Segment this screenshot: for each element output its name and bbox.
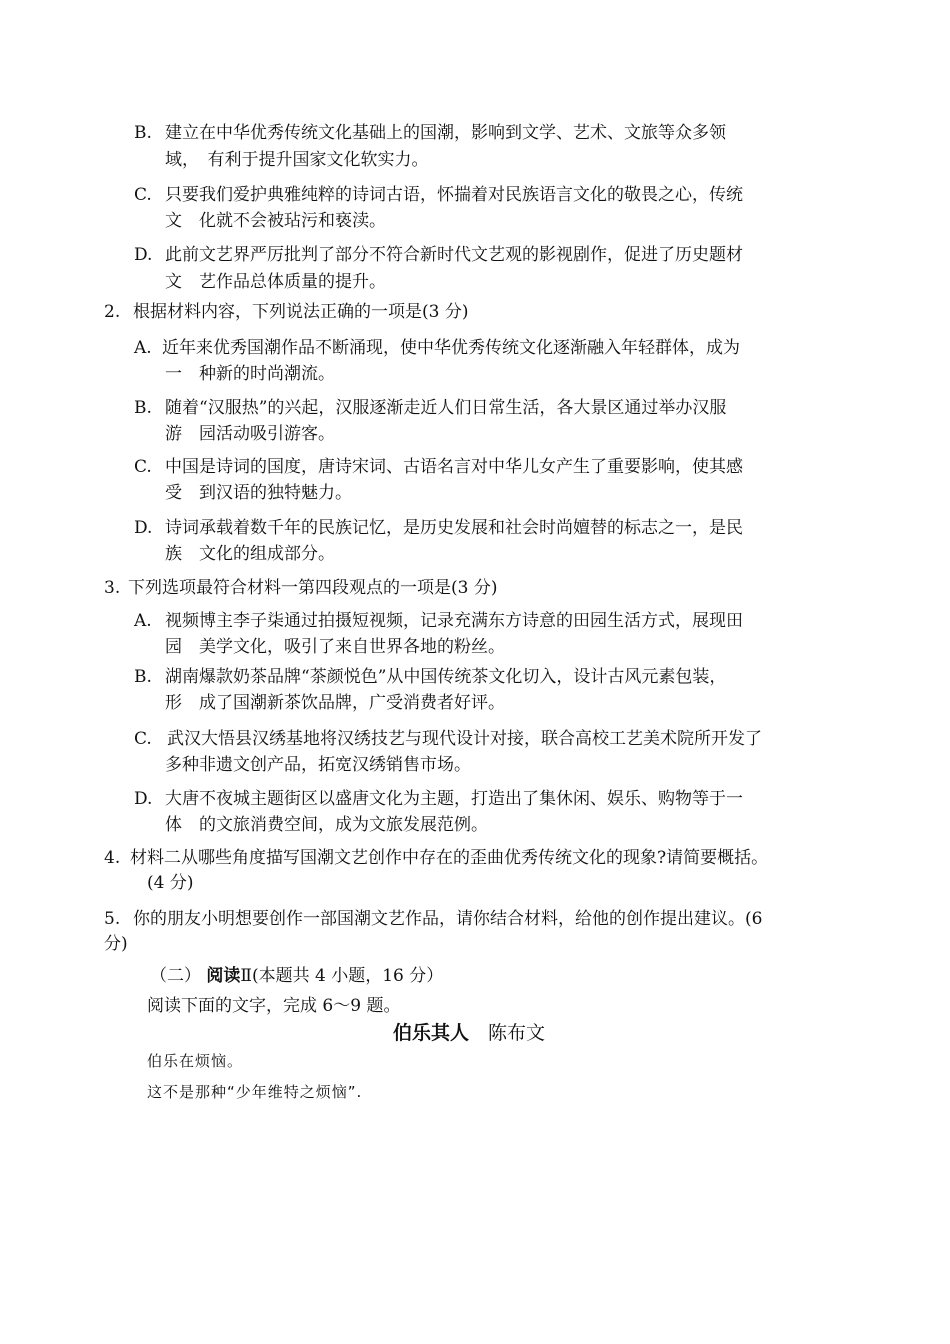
q1-option-c-text: 只要我们爱护典雅纯粹的诗词古语，怀揣着对民族语言文化的敬畏之心，传统 bbox=[165, 185, 743, 205]
q1-option-d-text-cont: 文 艺作品总体质量的提升。 bbox=[165, 272, 386, 292]
q2-option-b-text: 随着“汉服热”的兴起，汉服逐渐走近人们日常生活，各大景区通过举办汉服 bbox=[165, 398, 727, 418]
q2-option-d-label: D. bbox=[134, 518, 153, 538]
q1-option-c-label: C. bbox=[134, 185, 152, 205]
q3-option-c-text: 武汉大悟县汉绣基地将汉绣技艺与现代设计对接，联合高校工艺美术院所开发了 bbox=[167, 729, 762, 749]
q3-number: 3. bbox=[104, 578, 121, 598]
q3-option-c-text-cont: 多种非遗文创产品，拓宽汉绣销售市场。 bbox=[165, 755, 471, 775]
q2-option-c-text-cont: 受 到汉语的独特魅力。 bbox=[165, 483, 352, 503]
section-rest: Ⅱ(本题共 4 小题，16 分） bbox=[240, 966, 444, 986]
q3-option-d-text-cont: 体 的文旅消费空间，成为文旅发展范例。 bbox=[165, 815, 488, 835]
q1-option-b-label: B. bbox=[134, 123, 152, 143]
q1-option-d-label: D. bbox=[134, 245, 153, 265]
q2-option-c-label: C. bbox=[134, 457, 152, 477]
section-heading bbox=[150, 964, 443, 988]
q2-stem: 根据材料内容，下列说法正确的一项是(3 分) bbox=[133, 302, 469, 322]
q3-option-b-text: 湖南爆款奶茶品牌“茶颜悦色”从中国传统茶文化切入，设计古风元素包装， bbox=[165, 667, 727, 687]
q3-option-d-text: 大唐不夜城主题街区以盛唐文化为主题，打造出了集休闲、娱乐、购物等于一 bbox=[165, 789, 743, 809]
story-paragraph-1: 伯乐在烦恼。 bbox=[147, 1052, 244, 1070]
q3-option-b-label: B. bbox=[134, 667, 152, 687]
q1-option-d-text: 此前文艺界严厉批判了部分不符合新时代文艺观的影视剧作，促进了历史题材 bbox=[165, 245, 743, 265]
q2-option-b-label: B. bbox=[134, 398, 152, 418]
story-paragraph-2: 这不是那种“少年维特之烦恼”. bbox=[147, 1083, 363, 1101]
story-title: 伯乐其人 bbox=[393, 1022, 470, 1044]
q2-option-d-text: 诗词承载着数千年的民族记忆，是历史发展和社会时尚嬗替的标志之一，是民 bbox=[165, 518, 743, 538]
q4-stem-cont: (4 分) bbox=[147, 873, 194, 893]
q3-option-a-text-cont: 园 美学文化，吸引了来自世界各地的粉丝。 bbox=[165, 637, 505, 657]
q5-stem-cont: 分) bbox=[104, 934, 128, 954]
section-prefix: （二） bbox=[150, 966, 201, 986]
q2-option-a-label: A. bbox=[134, 338, 152, 358]
q5-stem: 你的朋友小明想要创作一部国潮文艺作品，请你结合材料，给他的创作提出建议。(6 bbox=[133, 909, 763, 929]
q2-option-d-text-cont: 族 文化的组成部分。 bbox=[165, 544, 335, 564]
q1-option-c-text-cont: 文 化就不会被玷污和亵渎。 bbox=[165, 211, 386, 231]
q2-option-a-text: 近年来优秀国潮作品不断涌现，使中华优秀传统文化逐渐融入年轻群体，成为 bbox=[162, 338, 740, 358]
q1-option-b-text: 建立在中华优秀传统文化基础上的国潮，影响到文学、艺术、文旅等众多领 bbox=[165, 123, 726, 143]
story-author: 陈布文 bbox=[488, 1022, 546, 1044]
q3-option-b-text-cont: 形 成了国潮新茶饮品牌，广受消费者好评。 bbox=[165, 693, 505, 713]
q3-option-c-label: C. bbox=[134, 729, 152, 749]
q2-number: 2. bbox=[104, 302, 121, 322]
q3-option-a-text: 视频博主李子柒通过拍摄短视频，记录充满东方诗意的田园生活方式，展现田 bbox=[165, 611, 743, 631]
q2-option-a-text-cont: 一 种新的时尚潮流。 bbox=[165, 364, 335, 384]
q4-number: 4. bbox=[104, 848, 121, 868]
q4-stem: 材料二从哪些角度描写国潮文艺创作中存在的歪曲优秀传统文化的现象?请简要概括。 bbox=[130, 848, 769, 868]
reading-instruction: 阅读下面的文字，完成 6～9 题。 bbox=[147, 996, 401, 1016]
story-title-line bbox=[393, 1020, 545, 1046]
q3-option-d-label: D. bbox=[134, 789, 153, 809]
q3-stem: 下列选项最符合材料一第四段观点的一项是(3 分) bbox=[128, 578, 498, 598]
q1-option-b-text-cont: 域， 有利于提升国家文化软实力。 bbox=[165, 150, 429, 170]
q3-option-a-label: A. bbox=[134, 611, 152, 631]
q2-option-b-text-cont: 游 园活动吸引游客。 bbox=[165, 424, 335, 444]
section-bold-title: 阅读 bbox=[206, 966, 241, 986]
q2-option-c-text: 中国是诗词的国度，唐诗宋词、古语名言对中华儿女产生了重要影响，使其感 bbox=[165, 457, 743, 477]
q5-number: 5. bbox=[104, 909, 121, 929]
